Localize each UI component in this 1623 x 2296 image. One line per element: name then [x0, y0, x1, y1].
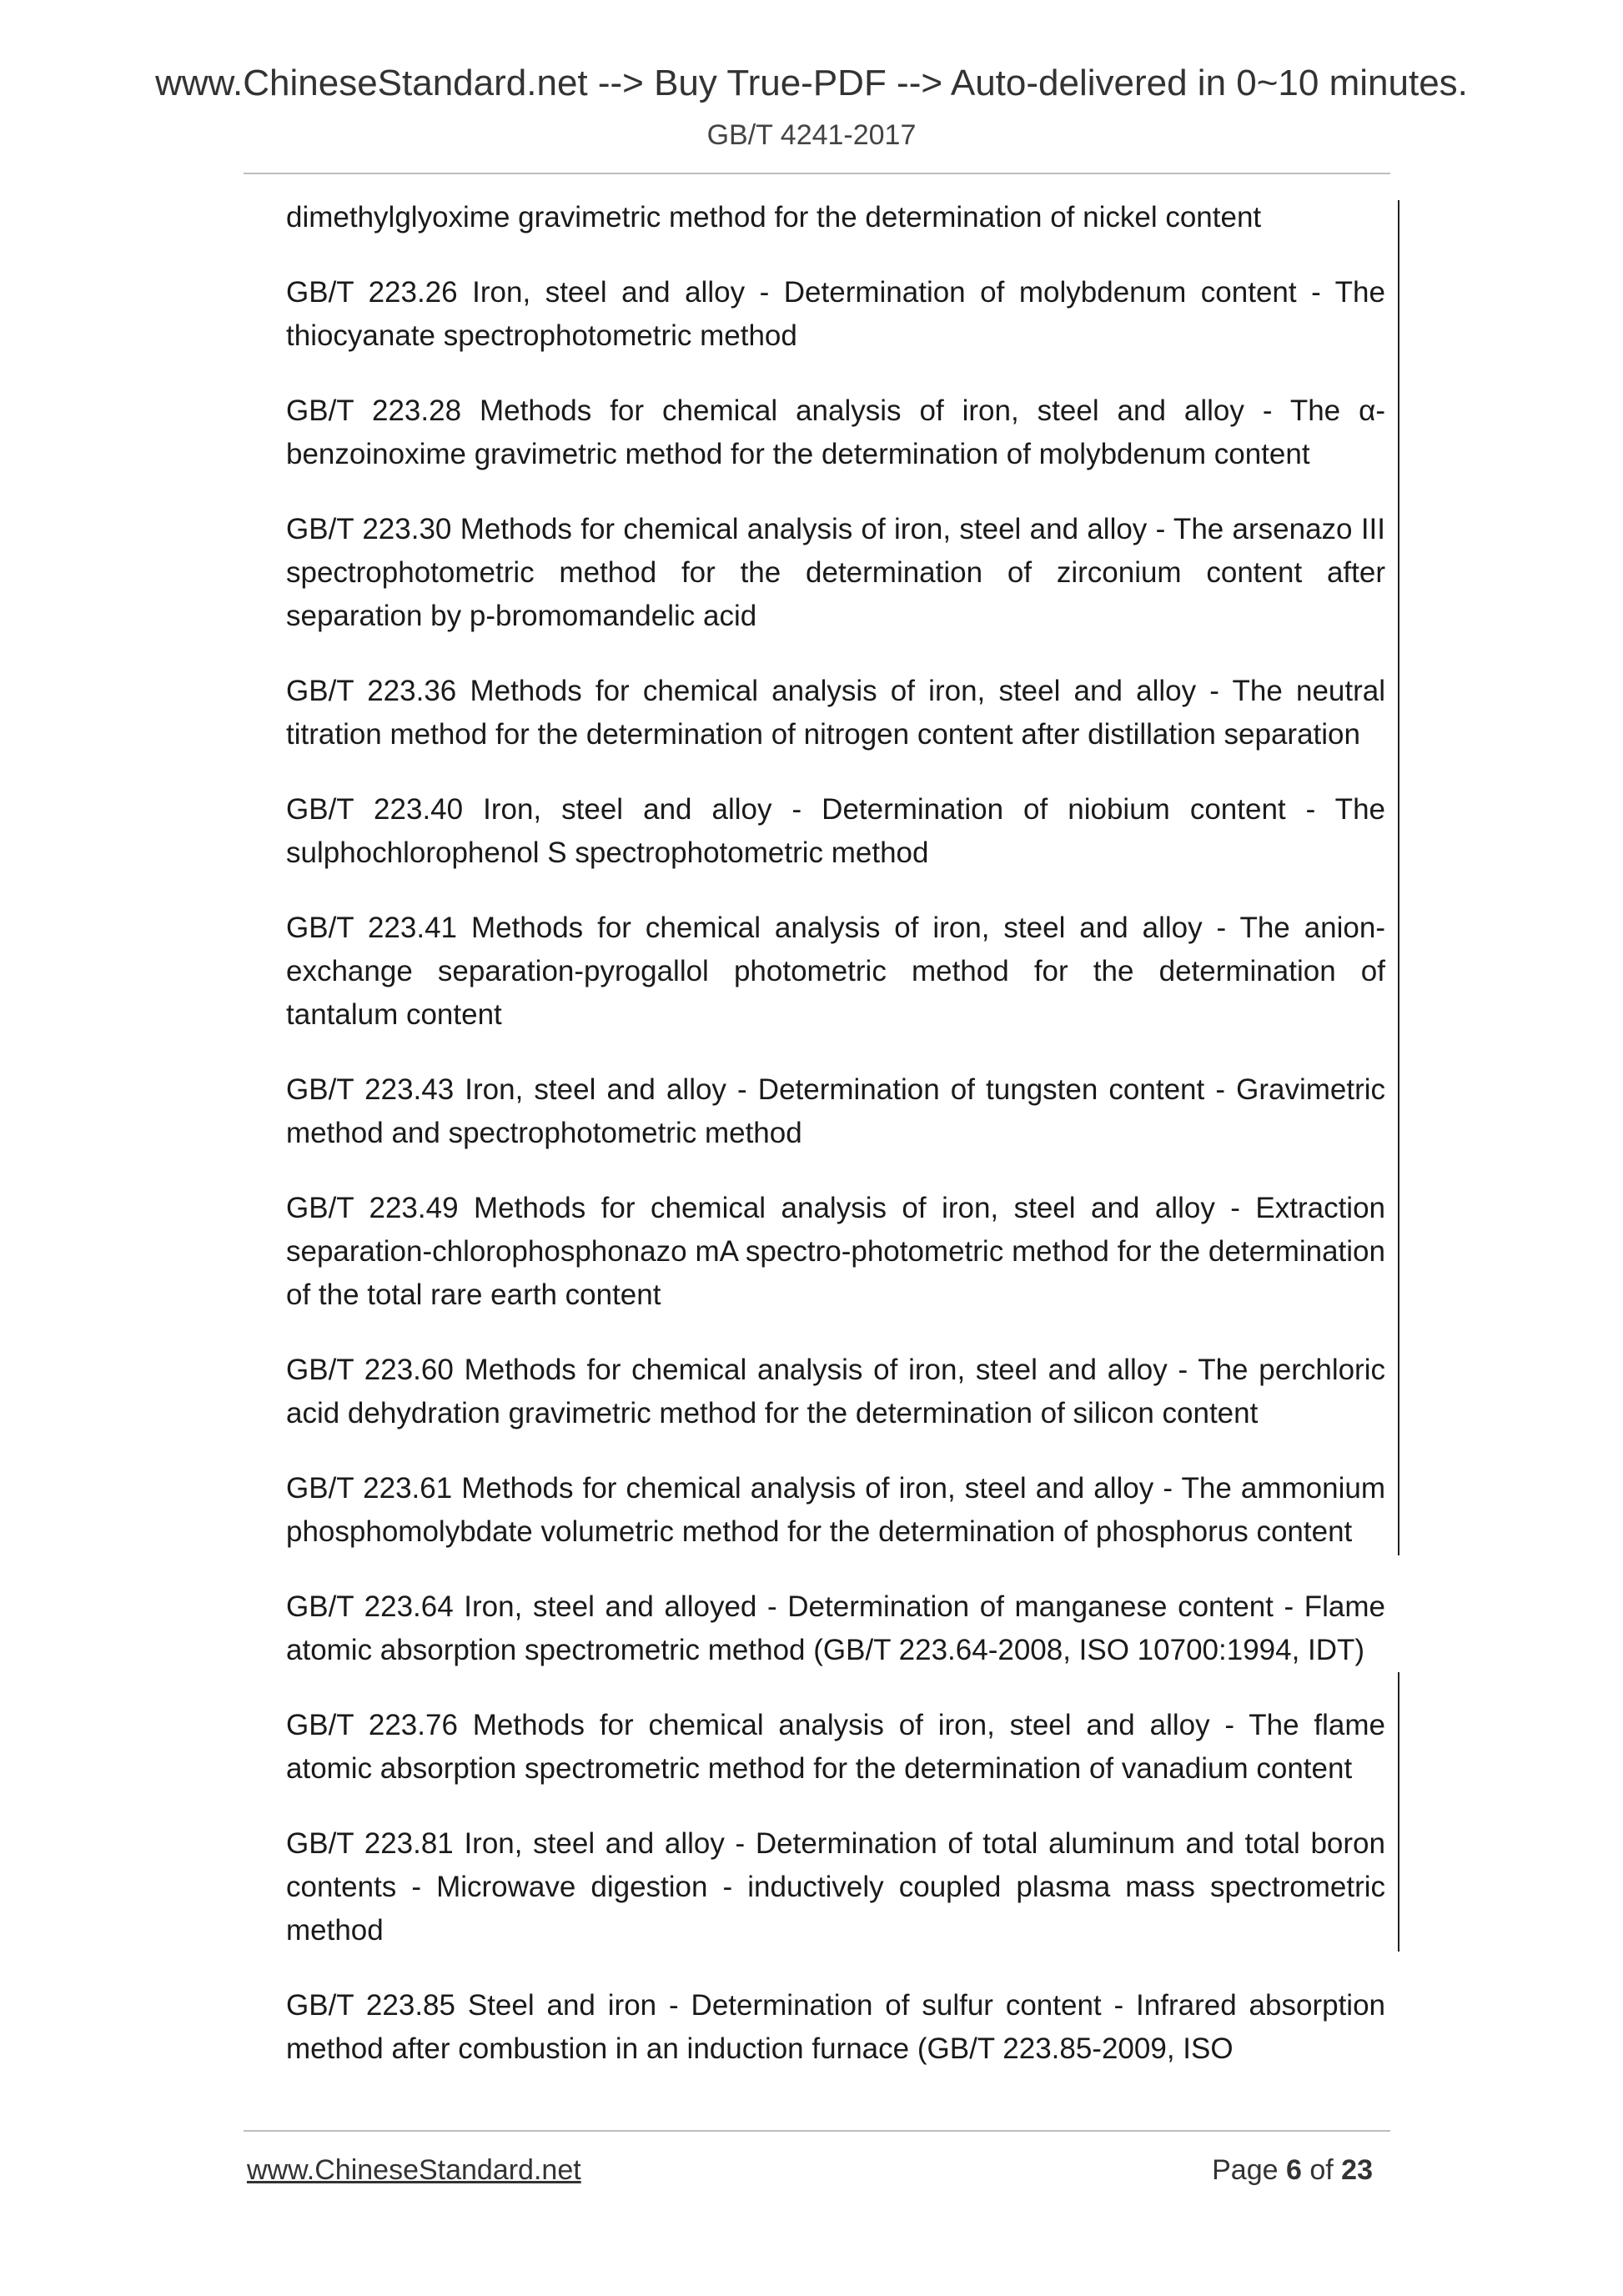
page-of-label: of: [1309, 2154, 1334, 2186]
footer-divider: [244, 2130, 1390, 2132]
reference-entry: GB/T 223.49 Methods for chemical analysis of iron, steel and alloy - Extraction separation-chlorophosphonazo mA spectro-photometric method for the determination of the total rare earth content: [286, 1192, 1385, 1311]
current-page-number: 6: [1285, 2154, 1302, 2186]
top-banner: www.ChineseStandard.net --> Buy True-PDF --> Auto-delivered in 0~10 minutes.: [155, 63, 1468, 103]
reference-entry: GB/T 223.40 Iron, steel and alloy - Determination of niobium content - The sulphochlorophenol S spectrophotometric method: [286, 793, 1385, 869]
reference-entry: GB/T 223.64 Iron, steel and alloyed - Determination of manganese content - Flame atomic absorption spectrometric method (GB/T 223.64-2008, ISO 10700:1994, IDT): [286, 1590, 1385, 1666]
reference-entry: GB/T 223.30 Methods for chemical analysis of iron, steel and alloy - The arsenazo III spectrophotometric method for the determination of zirconium content after separation by p-bromomandelic acid: [286, 513, 1385, 632]
reference-entry: GB/T 223.36 Methods for chemical analysis of iron, steel and alloy - The neutral titration method for the determination of nitrogen content after distillation separation: [286, 675, 1385, 751]
reference-entry: dimethylglyoxime gravimetric method for the determination of nickel content: [286, 201, 1262, 234]
revision-bar: [1398, 200, 1399, 1555]
page-label: Page: [1212, 2154, 1279, 2186]
total-page-count: 23: [1341, 2154, 1373, 2186]
header-divider: [244, 173, 1390, 174]
normative-references-list: [286, 196, 1385, 2103]
reference-entry: GB/T 223.26 Iron, steel and alloy - Determination of molybdenum content - The thiocyanate spectrophotometric method: [286, 276, 1385, 352]
reference-entry: GB/T 223.41 Methods for chemical analysis of iron, steel and alloy - The anion-exchange separation-pyrogallol photometric method for the determination of tantalum content: [286, 912, 1385, 1031]
reference-entry: GB/T 223.43 Iron, steel and alloy - Determination of tungsten content - Gravimetric method and spectrophotometric method: [286, 1073, 1385, 1149]
footer-site-link[interactable]: www.ChineseStandard.net: [247, 2154, 581, 2186]
reference-entry: GB/T 223.60 Methods for chemical analysis of iron, steel and alloy - The perchloric acid dehydration gravimetric method for the determination of silicon content: [286, 1354, 1385, 1429]
reference-entry: GB/T 223.61 Methods for chemical analysis of iron, steel and alloy - The ammonium phosphomolybdate volumetric method for the determination of phosphorus content: [286, 1472, 1385, 1548]
reference-entry: GB/T 223.81 Iron, steel and alloy - Determination of total aluminum and total boron contents - Microwave digestion - inductively coupled plasma mass spectrometric method: [286, 1827, 1385, 1947]
revision-bar: [1398, 1672, 1399, 1952]
page-indicator: [1212, 2156, 1373, 2184]
reference-entry: GB/T 223.85 Steel and iron - Determination of sulfur content - Infrared absorption method after combustion in an induction furnace (GB/T 223.85-2009, ISO: [286, 1989, 1385, 2065]
reference-entry: GB/T 223.28 Methods for chemical analysis of iron, steel and alloy - The α-benzoinoxime gravimetric method for the determination of molybdenum content: [286, 394, 1385, 470]
reference-entry: GB/T 223.76 Methods for chemical analysis of iron, steel and alloy - The flame atomic absorption spectrometric method for the determination of vanadium content: [286, 1709, 1385, 1785]
standard-code: GB/T 4241-2017: [706, 119, 917, 151]
